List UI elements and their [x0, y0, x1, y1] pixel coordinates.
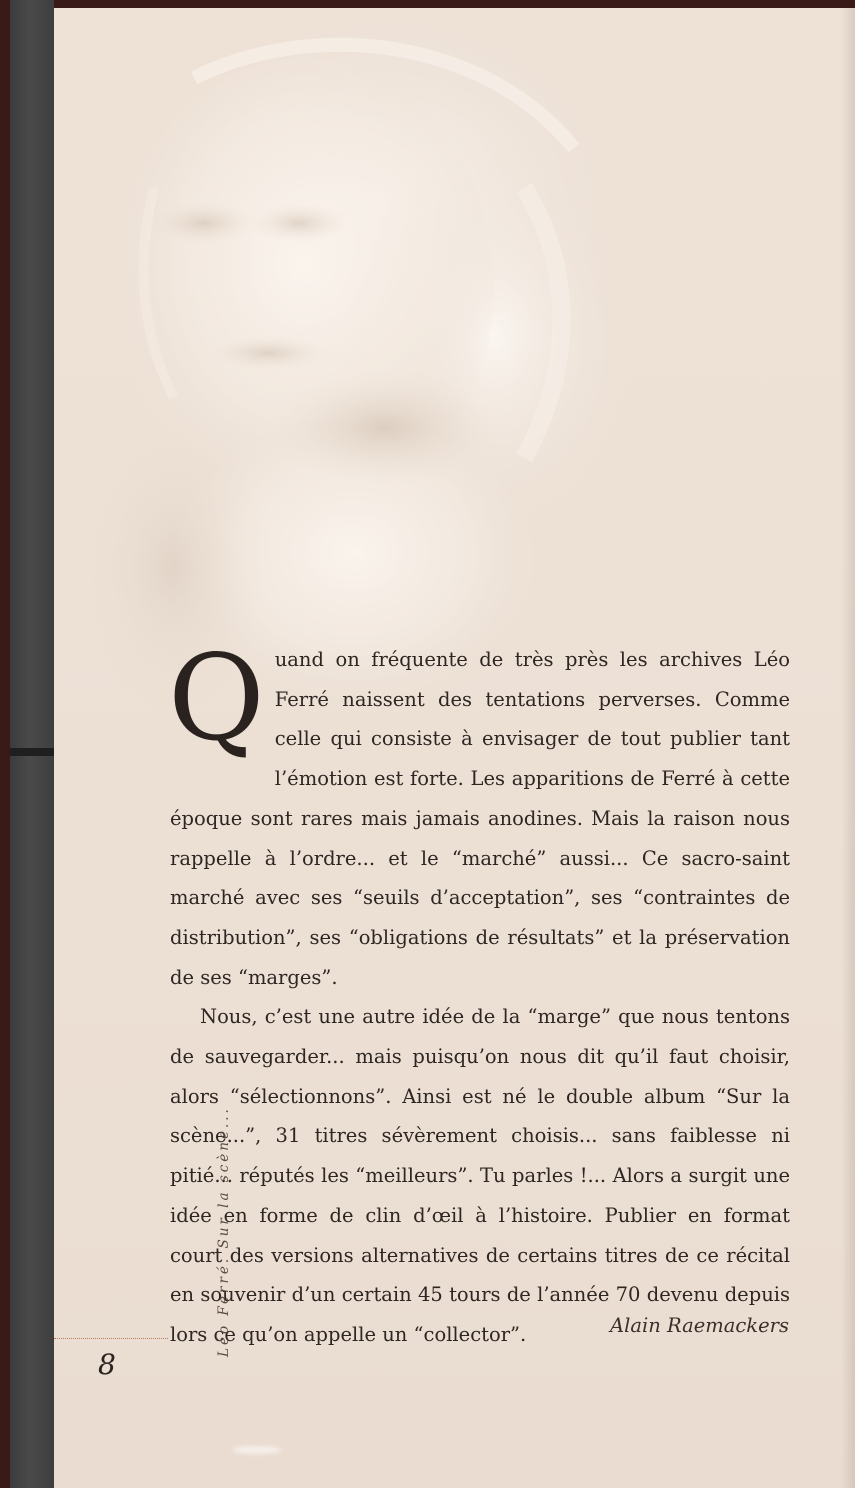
author-signature: Alain Raemackers: [610, 1314, 789, 1337]
spine-gap: [10, 748, 54, 756]
scan-artifact: [232, 1446, 282, 1454]
footer-rule: [54, 1338, 168, 1339]
paragraph-2: Nous, c’est une autre idée de la “marge” que nous tentons de sauvegarder... mais puisqu’on nous dit qu’il faut choisir, alors “sélectionnons”. Ainsi est né le double album “Sur la scène...”, 31 titres sévèrement choisis... sans faiblesse ni pitié... réputés les “meilleurs”. Tu parles !... Alors a surgit une idée en forme de clin d’œil à l’histoire. Publier en format court des versions alternatives de certains titres de ce récital en souvenir d’un certain 45 tours de l’année 70 devenu depuis lors ce qu’on appelle un “collector”.: [170, 1005, 790, 1346]
page-edge-shade: [841, 8, 855, 1488]
booklet-spine: [10, 0, 54, 1488]
vertical-running-title: Léo Ferré. Sur la scène...: [216, 1106, 232, 1357]
paragraph-1: [168, 629, 790, 997]
booklet-page: [54, 8, 855, 1488]
paragraph-1-text: uand on fréquente de très près les archives Léo Ferré naissent des tentations perverses. Comme celle qui consiste à envisager de tout publier tant l’émotion est forte. Les apparitions de Ferré à cette époque sont rares mais jamais anodines. Mais la raison nous rappelle à l’ordre... et le “marché” aussi... Ce sacro-saint marché avec ses “seuils d’acceptation”, ses “contraintes de distribution”, ses “obligations de résultats” et la préservation de ses “marges”.: [170, 648, 790, 989]
article-body: [168, 629, 790, 1355]
page-number: 8: [98, 1348, 116, 1381]
drop-cap: Q: [168, 629, 265, 767]
